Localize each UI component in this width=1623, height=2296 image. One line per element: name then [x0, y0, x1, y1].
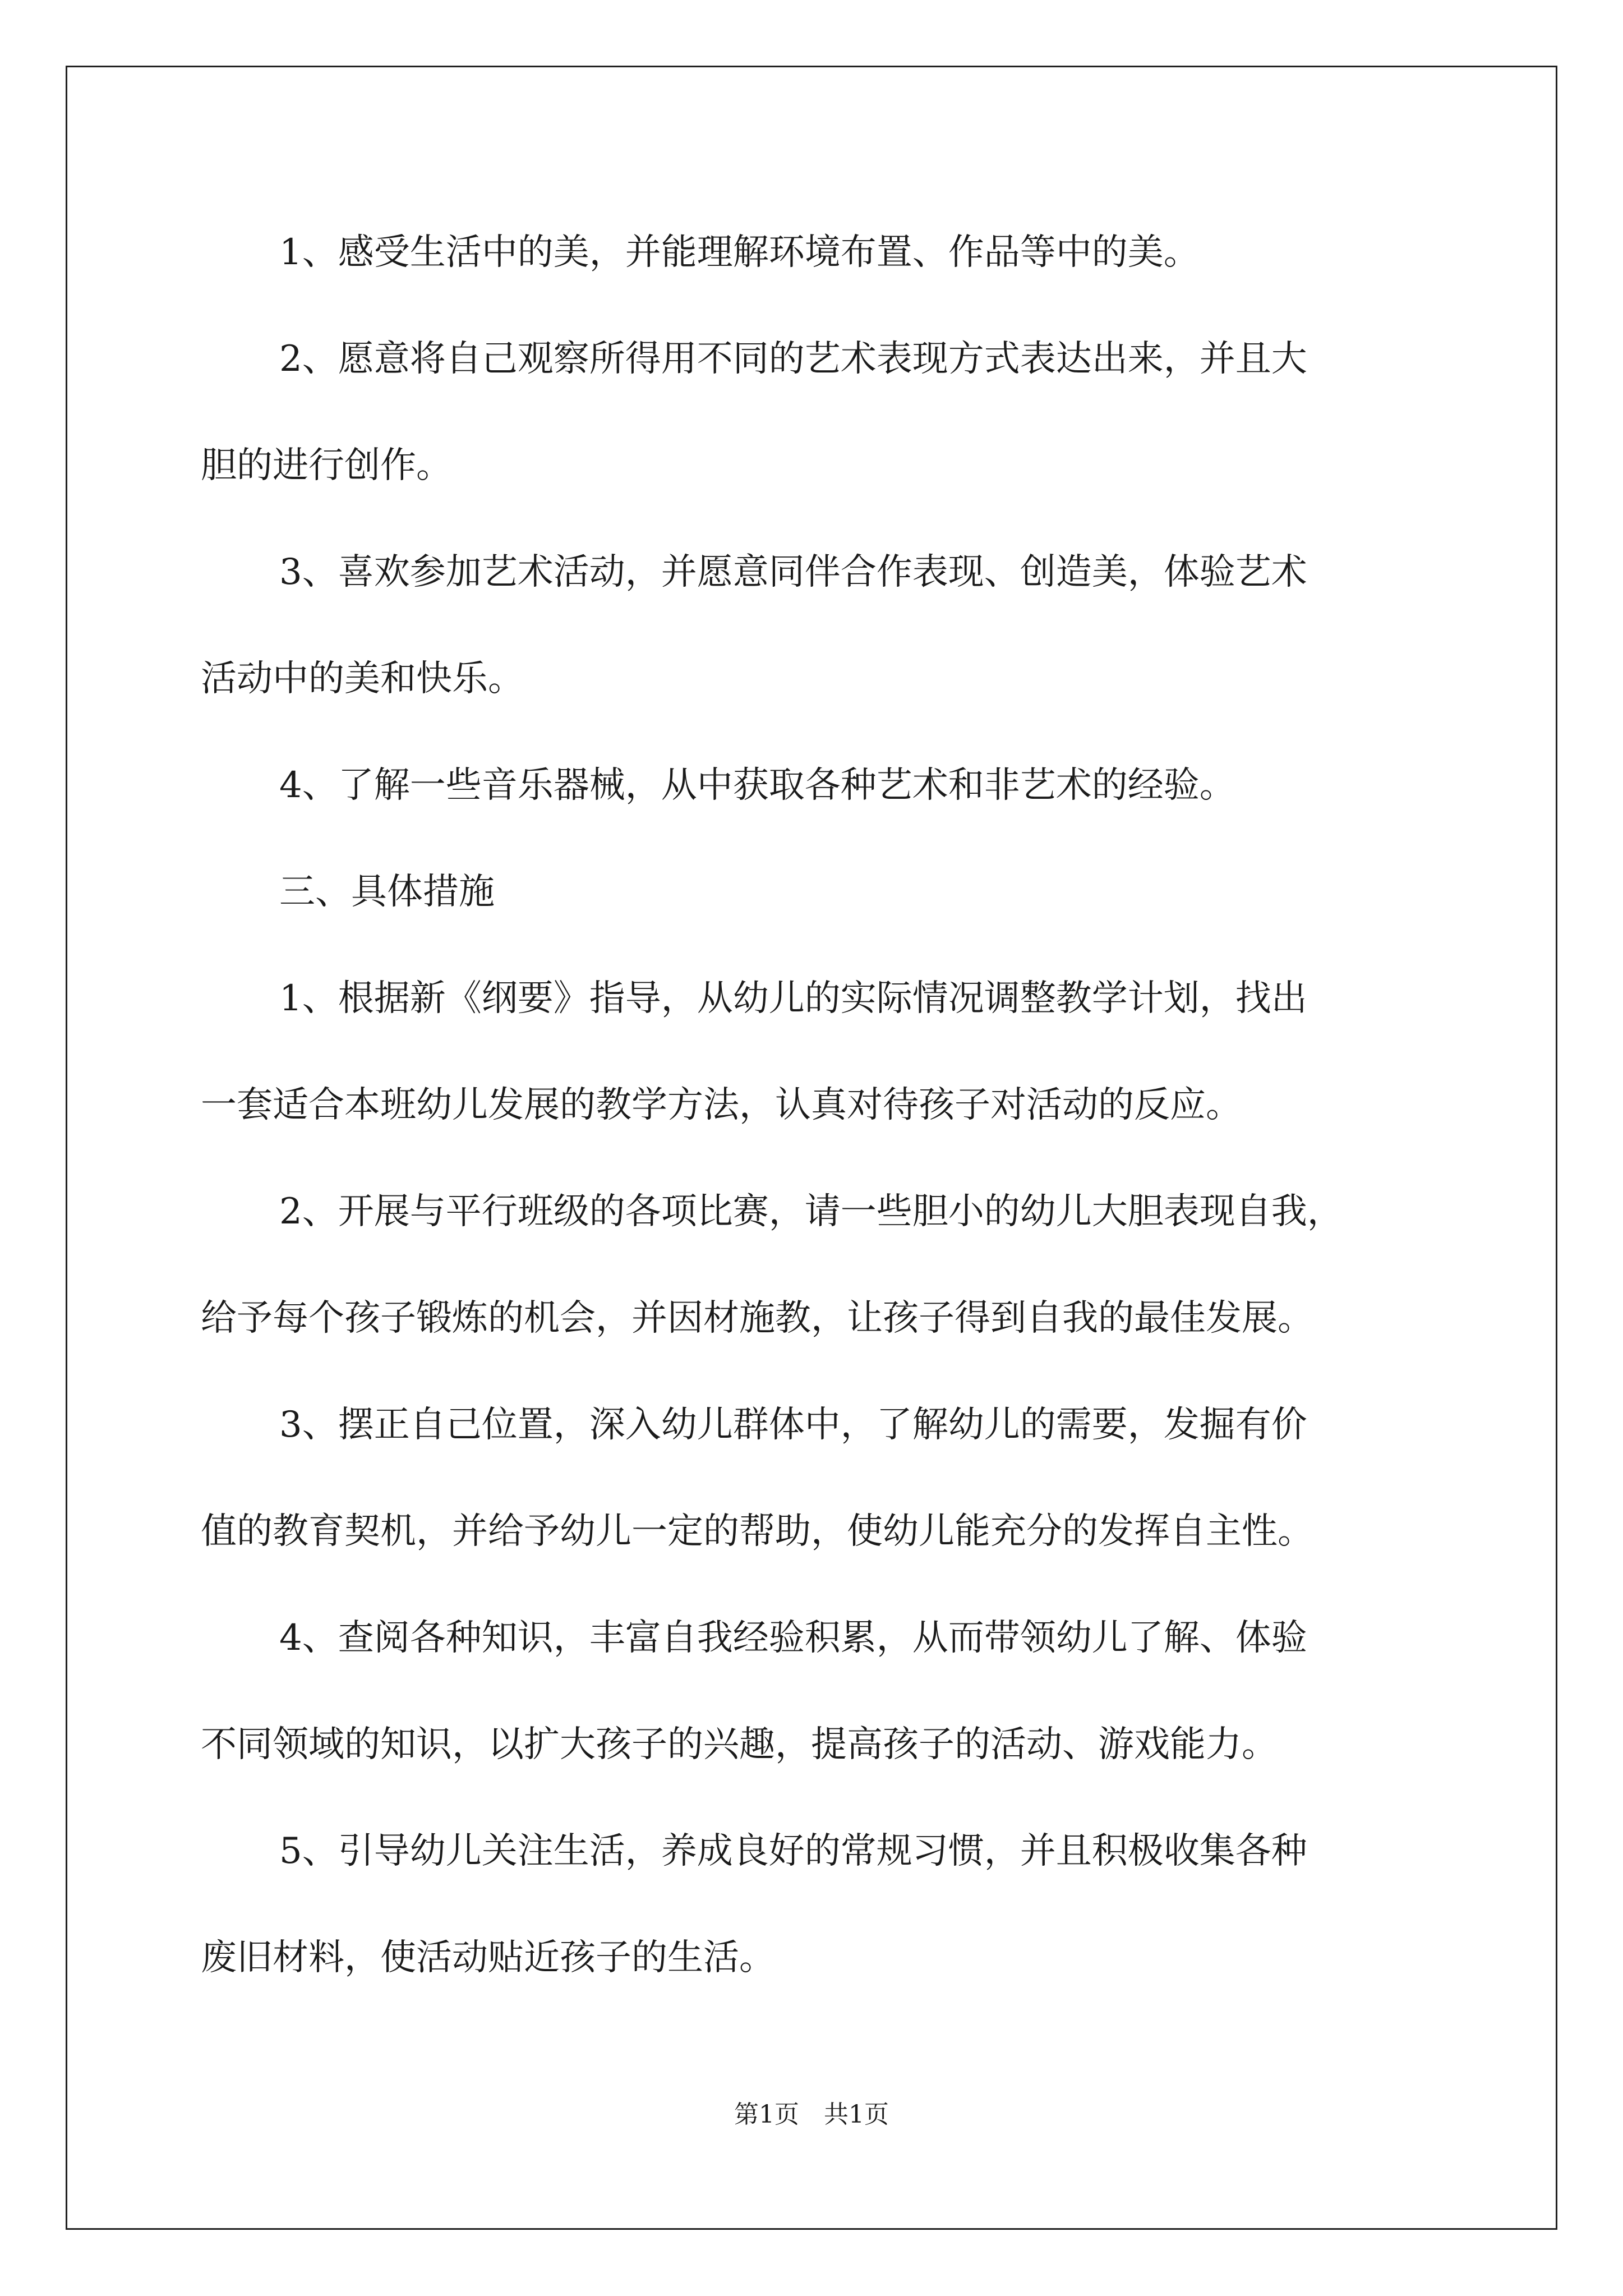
- page-number-footer: 第1页 共1页: [734, 2100, 889, 2129]
- paragraph-line: 胆的进行创作。: [201, 445, 452, 486]
- paragraph-line: 废旧材料，使活动贴近孩子的生活。: [201, 1937, 775, 1978]
- page-border: [66, 66, 1557, 2230]
- paragraph-line: 2、开展与平行班级的各项比赛，请一些胆小的幼儿大胆表现自我，: [279, 1191, 1343, 1232]
- paragraph-line: 不同领域的知识，以扩大孩子的兴趣，提高孩子的活动、游戏能力。: [201, 1724, 1278, 1765]
- paragraph-line: 2、愿意将自己观察所得用不同的艺术表现方式表达出来，并且大: [279, 338, 1307, 380]
- paragraph-line: 一套适合本班幼儿发展的教学方法，认真对待孩子对活动的反应。: [201, 1084, 1242, 1126]
- section-heading: 三、具体措施: [279, 871, 495, 913]
- paragraph-line: 给予每个孩子锻炼的机会，并因材施教，让孩子得到自我的最佳发展。: [201, 1297, 1313, 1339]
- paragraph-line: 1、根据新《纲要》指导，从幼儿的实际情况调整教学计划，找出: [279, 978, 1307, 1019]
- paragraph-line: 活动中的美和快乐。: [201, 658, 524, 700]
- paragraph-line: 值的教育契机，并给予幼儿一定的帮助，使幼儿能充分的发挥自主性。: [201, 1511, 1313, 1552]
- paragraph-line: 3、喜欢参加艺术活动，并愿意同伴合作表现、创造美，体验艺术: [279, 551, 1307, 593]
- paragraph-line: 4、了解一些音乐器械，从中获取各种艺术和非艺术的经验。: [279, 765, 1235, 806]
- paragraph-line: 5、引导幼儿关注生活，养成良好的常规习惯，并且积极收集各种: [279, 1830, 1307, 1872]
- paragraph-line: 3、摆正自己位置，深入幼儿群体中，了解幼儿的需要，发掘有价: [279, 1404, 1307, 1446]
- paragraph-line: 4、查阅各种知识，丰富自我经验积累，从而带领幼儿了解、体验: [279, 1617, 1307, 1659]
- paragraph-line: 1、感受生活中的美，并能理解环境布置、作品等中的美。: [279, 232, 1200, 273]
